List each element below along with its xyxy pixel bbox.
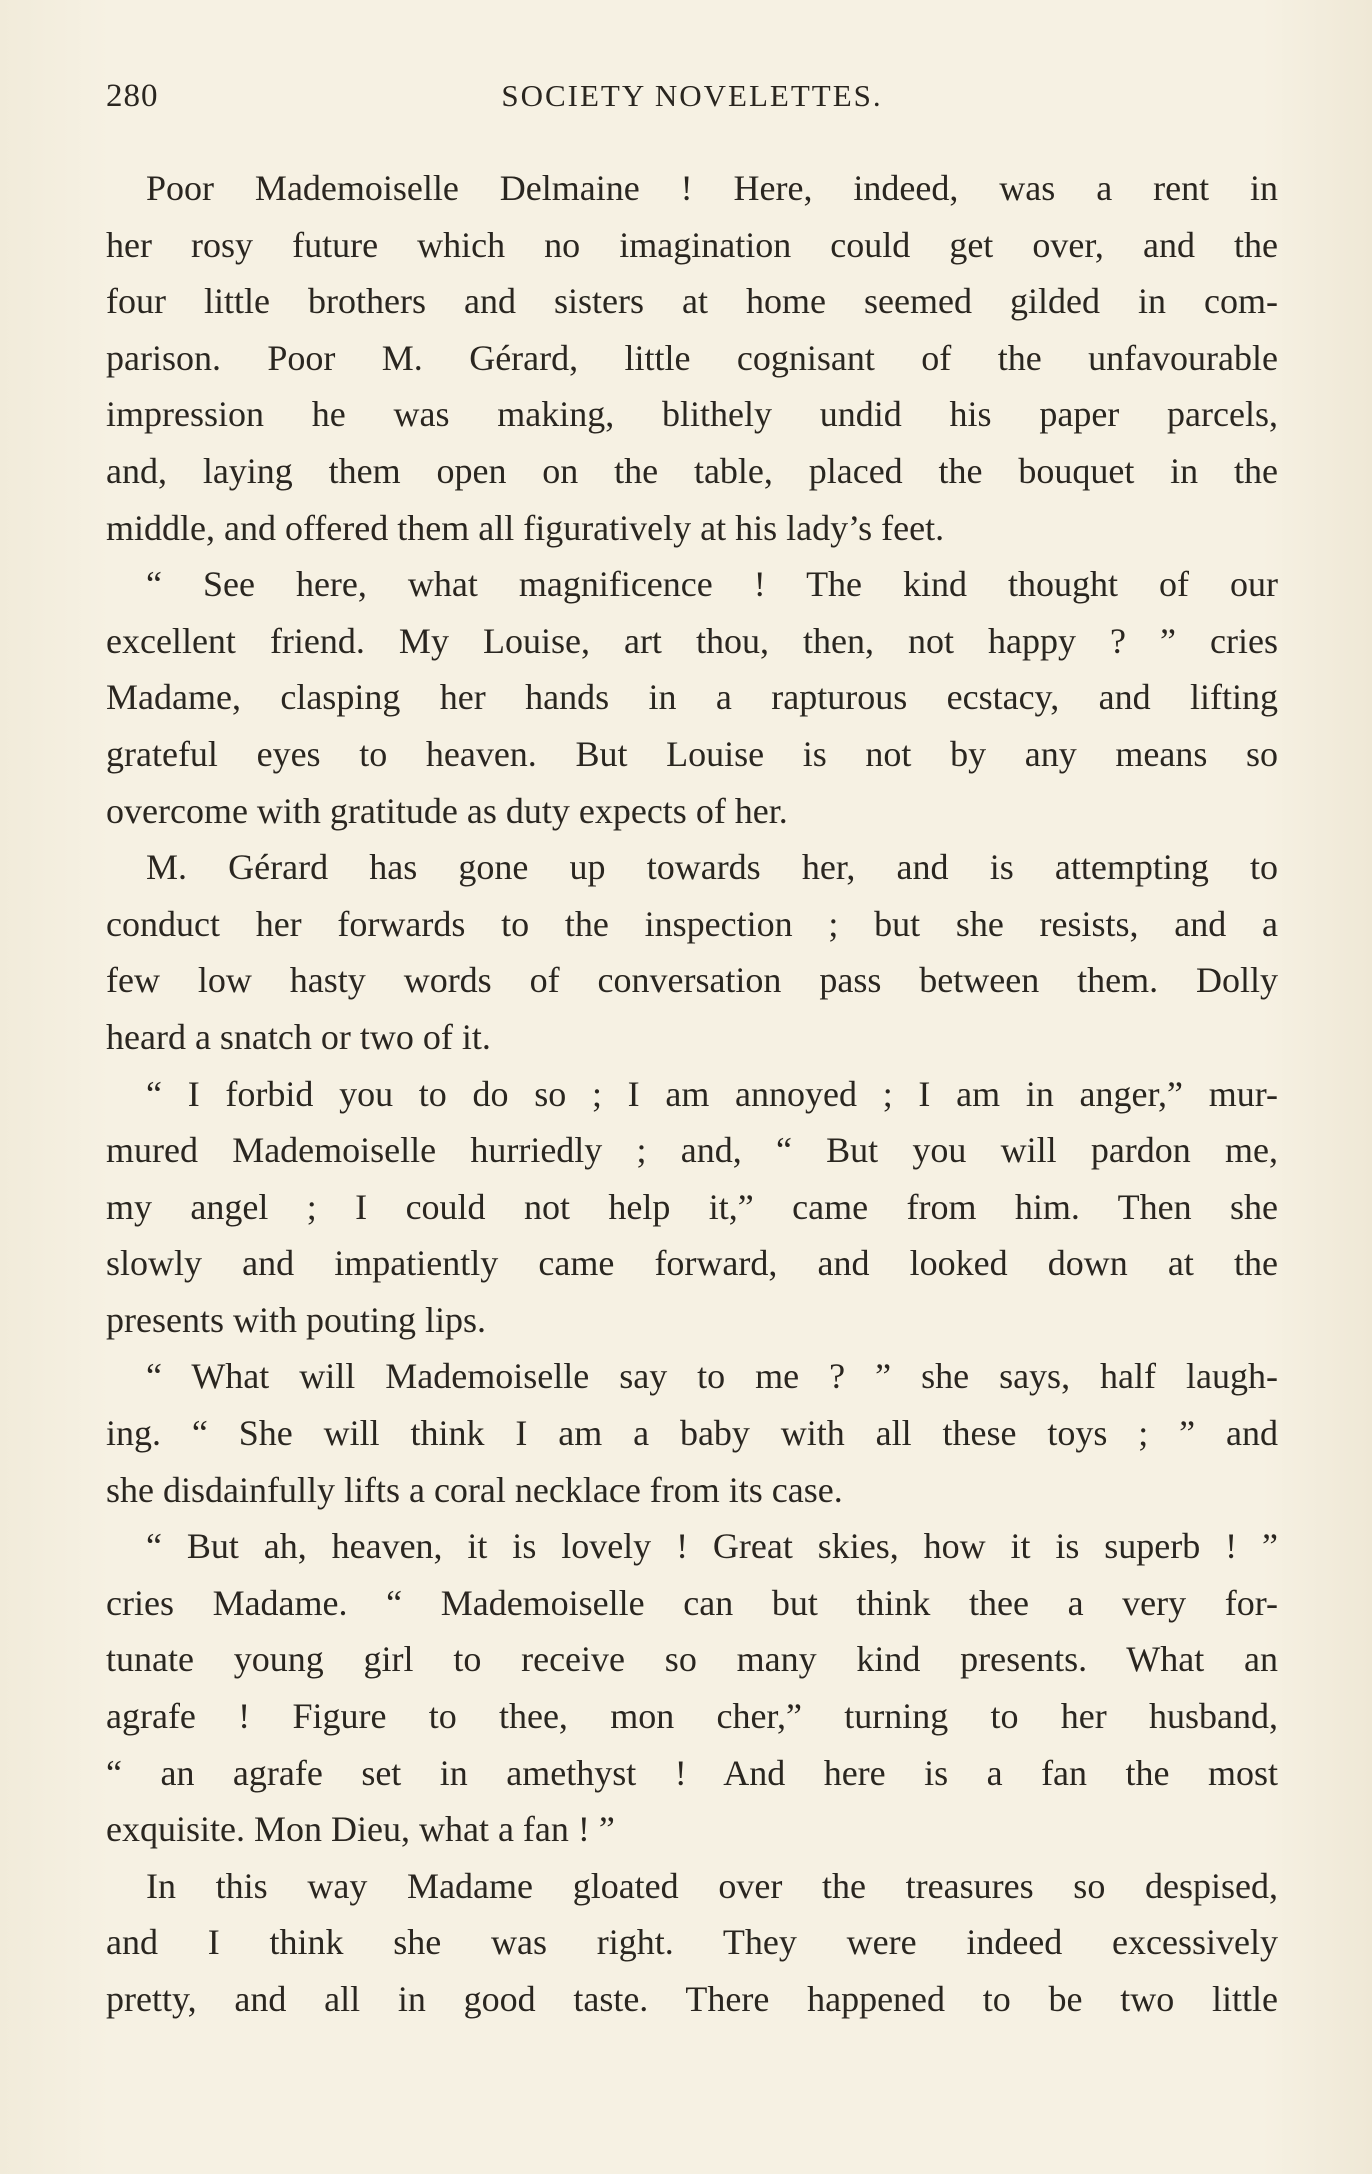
- text-line: few low hasty words of conversation pass between them. Dolly: [106, 960, 1278, 1001]
- text-line: her rosy future which no imagination could get over, and the: [106, 224, 1278, 265]
- text-line: tunate young girl to receive so many kind presents. What an: [106, 1639, 1278, 1680]
- text-line: “ I forbid you to do so ; I am annoyed ; I am in anger,” mur-: [146, 1073, 1278, 1114]
- text-line: “ What will Mademoiselle say to me ? ” she says, half laugh-: [146, 1356, 1278, 1397]
- text-line: “ an agrafe set in amethyst ! And here is a fan the most: [106, 1752, 1278, 1793]
- text-line: presents with pouting lips.: [106, 1299, 486, 1340]
- text-line: conduct her forwards to the inspection ; but she resists, and a: [106, 903, 1278, 944]
- text-line: “ But ah, heaven, it is lovely ! Great skies, how it is superb ! ”: [146, 1526, 1278, 1567]
- text-line: exquisite. Mon Dieu, what a fan ! ”: [106, 1809, 615, 1850]
- text-line: pretty, and all in good taste. There happened to be two little: [106, 1979, 1278, 2019]
- text-line: agrafe ! Figure to thee, mon cher,” turning to her husband,: [106, 1696, 1278, 1737]
- text-line: M. Gérard has gone up towards her, and is attempting to: [146, 847, 1278, 888]
- text-line: she disdainfully lifts a coral necklace from its case.: [106, 1469, 843, 1510]
- text-line: slowly and impatiently came forward, and looked down at the: [106, 1243, 1278, 1284]
- text-line: mured Mademoiselle hurriedly ; and, “ But you will pardon me,: [106, 1130, 1278, 1171]
- text-line: middle, and offered them all figuratively at his lady’s feet.: [106, 507, 945, 548]
- text-line: four little brothers and sisters at home seemed gilded in com-: [106, 281, 1278, 322]
- page-number: 280: [106, 78, 159, 114]
- text-line: In this way Madame gloated over the treasures so despised,: [146, 1865, 1278, 1906]
- text-line: overcome with gratitude as duty expects of her.: [106, 790, 788, 831]
- body-text: [106, 160, 1278, 2028]
- text-line: grateful eyes to heaven. But Louise is not by any means so: [106, 733, 1278, 774]
- text-line: and, laying them open on the table, placed the bouquet in the: [106, 450, 1278, 491]
- text-line: my angel ; I could not help it,” came from him. Then she: [106, 1186, 1278, 1227]
- text-line: Poor Mademoiselle Delmaine ! Here, indeed, was a rent in: [146, 168, 1278, 208]
- text-line: heard a snatch or two of it.: [106, 1016, 491, 1057]
- text-line: and I think she was right. They were indeed excessively: [106, 1922, 1278, 1963]
- text-line: ing. “ She will think I am a baby with all these toys ; ” and: [106, 1413, 1278, 1454]
- text-line: Madame, clasping her hands in a rapturous ecstacy, and lifting: [106, 677, 1278, 718]
- text-line: impression he was making, blithely undid his paper parcels,: [106, 394, 1278, 435]
- text-line: “ See here, what magnificence ! The kind thought of our: [146, 564, 1278, 605]
- page-header: [106, 78, 1278, 118]
- text-line: parison. Poor M. Gérard, little cognisant of the unfavourable: [106, 337, 1278, 378]
- running-head: SOCIETY NOVELETTES.: [501, 78, 883, 113]
- text-line: excellent friend. My Louise, art thou, then, not happy ? ” cries: [106, 620, 1278, 661]
- text-line: cries Madame. “ Mademoiselle can but think thee a very for-: [106, 1582, 1278, 1623]
